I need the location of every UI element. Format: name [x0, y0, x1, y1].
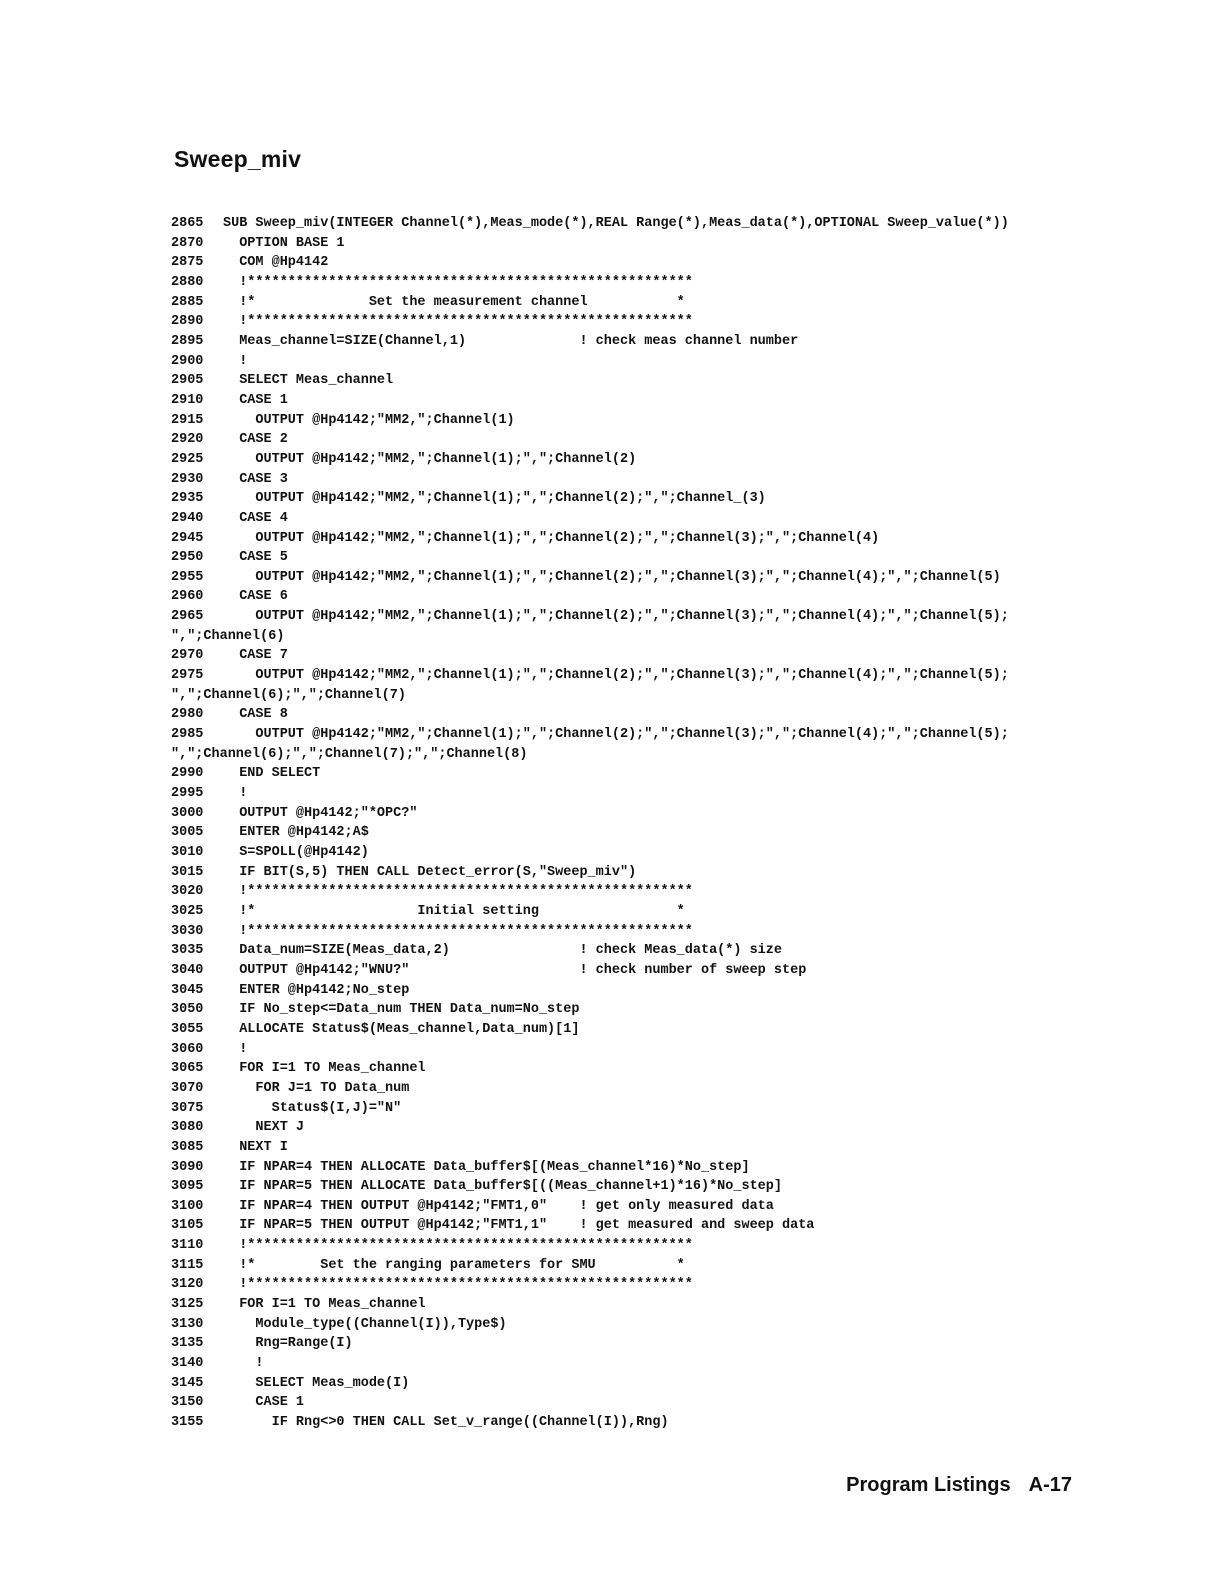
code-text: Data_num=SIZE(Meas_data,2) ! check Meas_data(*) size [223, 943, 782, 959]
line-number: 2900 [171, 353, 204, 369]
code-text: CASE 1 [223, 1395, 305, 1411]
code-text: END SELECT [223, 766, 321, 782]
line-number: 2945 [171, 530, 204, 546]
code-line [171, 666, 1051, 686]
code-text: ! [223, 786, 248, 802]
line-number: 3155 [171, 1415, 204, 1431]
code-line [171, 332, 1051, 352]
line-number: 3025 [171, 903, 204, 919]
code-text: COM @Hp4142 [223, 255, 329, 271]
line-number: 3120 [171, 1277, 204, 1293]
code-text: !******************************************************* [223, 274, 693, 290]
code-text: IF NPAR=5 THEN OUTPUT @Hp4142;"FMT1,1" ! get measured and sweep data [223, 1218, 815, 1234]
line-number: 2925 [171, 451, 204, 467]
code-line [171, 823, 1051, 843]
line-number: 3035 [171, 943, 204, 959]
code-line [171, 293, 1051, 313]
code-line [171, 1040, 1051, 1060]
code-line [171, 430, 1051, 450]
code-line [171, 863, 1051, 883]
line-number: 2985 [171, 727, 204, 743]
line-number: 3130 [171, 1316, 204, 1332]
line-number: 3115 [171, 1257, 204, 1273]
code-line [171, 450, 1051, 470]
code-text: !******************************************************* [223, 923, 693, 939]
code-line [171, 1334, 1051, 1354]
code-text: IF NPAR=4 THEN ALLOCATE Data_buffer$[(Meas_channel*16)*No_step] [223, 1159, 750, 1175]
code-line [171, 1236, 1051, 1256]
code-text: Meas_channel=SIZE(Channel,1) ! check meas channel number [223, 333, 799, 349]
code-text: IF No_step<=Data_num THEN Data_num=No_step [223, 1002, 580, 1018]
code-text: ! [223, 1041, 248, 1057]
code-line [171, 1295, 1051, 1315]
code-text: ",";Channel(6);",";Channel(7) [171, 687, 406, 703]
code-text: OUTPUT @Hp4142;"MM2,";Channel(1);",";Channel(2);",";Channel_(3) [223, 491, 766, 507]
code-line-continuation [171, 686, 1051, 706]
line-number: 3015 [171, 864, 204, 880]
code-line [171, 1393, 1051, 1413]
code-line [171, 1275, 1051, 1295]
code-line [171, 1000, 1051, 1020]
line-number: 3005 [171, 825, 204, 841]
code-text: CASE 1 [223, 392, 288, 408]
code-line [171, 705, 1051, 725]
code-text: FOR J=1 TO Data_num [223, 1080, 410, 1096]
program-listing [171, 214, 1051, 1433]
code-line [171, 1138, 1051, 1158]
page-number: A-17 [1028, 1474, 1072, 1496]
code-line [171, 607, 1051, 627]
code-line [171, 253, 1051, 273]
code-line [171, 981, 1051, 1001]
line-number: 2940 [171, 510, 204, 526]
code-text: OUTPUT @Hp4142;"WNU?" ! check number of sweep step [223, 962, 807, 978]
code-line-continuation [171, 745, 1051, 765]
line-number: 3145 [171, 1375, 204, 1391]
line-number: 2915 [171, 412, 204, 428]
code-text: NEXT I [223, 1139, 288, 1155]
code-text: !******************************************************* [223, 1277, 693, 1293]
line-number: 2965 [171, 609, 204, 625]
code-line [171, 273, 1051, 293]
code-text: ",";Channel(6) [171, 628, 285, 644]
code-line [171, 509, 1051, 529]
line-number: 3010 [171, 845, 204, 860]
code-line [171, 529, 1051, 549]
code-text: !******************************************************* [223, 1238, 693, 1254]
code-text: !* Set the ranging parameters for SMU * [223, 1257, 685, 1273]
code-line [171, 804, 1051, 824]
line-number: 2880 [171, 274, 204, 290]
line-number: 3105 [171, 1218, 204, 1234]
code-line [171, 352, 1051, 372]
code-line [171, 1197, 1051, 1217]
code-text: !******************************************************* [223, 884, 693, 900]
line-number: 3030 [171, 923, 204, 939]
code-text: ENTER @Hp4142;No_step [223, 982, 410, 998]
code-line [171, 411, 1051, 431]
code-line [171, 234, 1051, 254]
code-line [171, 1374, 1051, 1394]
line-number: 3085 [171, 1139, 204, 1155]
line-number: 2955 [171, 569, 204, 585]
code-text: CASE 6 [223, 589, 288, 605]
code-line [171, 902, 1051, 922]
line-number: 3080 [171, 1120, 204, 1136]
line-number: 2950 [171, 550, 204, 566]
code-text: !******************************************************* [223, 314, 693, 330]
code-text: OUTPUT @Hp4142;"MM2,";Channel(1);",";Channel(2);",";Channel(3);",";Channel(4) [223, 530, 880, 546]
code-text: Status$(I,J)="N" [223, 1100, 402, 1116]
code-line [171, 784, 1051, 804]
code-text: NEXT J [223, 1120, 305, 1136]
code-text: !* Initial setting * [223, 903, 685, 919]
code-text: OUTPUT @Hp4142;"MM2,";Channel(1);",";Channel(2);",";Channel(3);",";Channel(4);",";Channel(5) [223, 569, 1001, 585]
code-text: FOR I=1 TO Meas_channel [223, 1061, 426, 1077]
line-number: 3050 [171, 1002, 204, 1018]
code-text: ENTER @Hp4142;A$ [223, 825, 369, 841]
line-number: 2935 [171, 491, 204, 507]
code-text: IF Rng<>0 THEN CALL Set_v_range((Channel(I)),Rng) [223, 1415, 669, 1431]
line-number: 2920 [171, 432, 204, 448]
code-line [171, 1059, 1051, 1079]
code-text: CASE 3 [223, 471, 288, 487]
code-text: FOR I=1 TO Meas_channel [223, 1297, 426, 1313]
code-line [171, 646, 1051, 666]
line-number: 3020 [171, 884, 204, 900]
line-number: 3070 [171, 1080, 204, 1096]
code-line [171, 312, 1051, 332]
line-number: 3055 [171, 1021, 204, 1037]
line-number: 2970 [171, 648, 204, 664]
line-number: 2960 [171, 589, 204, 605]
code-line [171, 1079, 1051, 1099]
code-line [171, 922, 1051, 942]
code-text: IF NPAR=5 THEN ALLOCATE Data_buffer$[((Meas_channel+1)*16)*No_step] [223, 1179, 782, 1195]
line-number: 3150 [171, 1395, 204, 1411]
code-text: OPTION BASE 1 [223, 235, 345, 251]
line-number: 2930 [171, 471, 204, 487]
line-number: 3095 [171, 1179, 204, 1195]
line-number: 3075 [171, 1100, 204, 1116]
line-number: 2995 [171, 786, 204, 802]
code-line [171, 725, 1051, 745]
line-number: 2975 [171, 668, 204, 684]
line-number: 2865 [171, 216, 204, 231]
code-line [171, 764, 1051, 784]
code-text: SUB Sweep_miv(INTEGER Channel(*),Meas_mode(*),REAL Range(*),Meas_data(*),OPTIONAL Sweep_value(*)) [223, 216, 1009, 231]
code-line [171, 214, 1051, 234]
code-text: CASE 8 [223, 707, 288, 723]
code-line [171, 1158, 1051, 1178]
code-text: ! [223, 1356, 264, 1372]
code-text: OUTPUT @Hp4142;"MM2,";Channel(1) [223, 412, 515, 428]
code-line [171, 961, 1051, 981]
code-line [171, 1256, 1051, 1276]
line-number: 2890 [171, 314, 204, 330]
page-footer [846, 1474, 1072, 1497]
code-text: OUTPUT @Hp4142;"MM2,";Channel(1);",";Channel(2);",";Channel(3);",";Channel(4);",";Channel(5); [223, 668, 1009, 684]
code-text: ALLOCATE Status$(Meas_channel,Data_num)[1] [223, 1021, 580, 1037]
code-text: CASE 7 [223, 648, 288, 664]
line-number: 2875 [171, 255, 204, 271]
line-number: 3140 [171, 1356, 204, 1372]
code-line [171, 1413, 1051, 1433]
line-number: 2905 [171, 373, 204, 389]
line-number: 3110 [171, 1238, 204, 1254]
code-line [171, 843, 1051, 863]
code-line [171, 568, 1051, 588]
code-line [171, 371, 1051, 391]
line-number: 3040 [171, 962, 204, 978]
line-number: 2980 [171, 707, 204, 723]
code-line [171, 1020, 1051, 1040]
line-number: 3045 [171, 982, 204, 998]
code-text: Module_type((Channel(I)),Type$) [223, 1316, 507, 1332]
line-number: 2870 [171, 235, 204, 251]
code-text: SELECT Meas_channel [223, 373, 394, 389]
code-text: IF NPAR=4 THEN OUTPUT @Hp4142;"FMT1,0" ! get only measured data [223, 1198, 774, 1214]
code-text: ",";Channel(6);",";Channel(7);",";Channel(8) [171, 746, 528, 762]
code-line [171, 1177, 1051, 1197]
line-number: 3060 [171, 1041, 204, 1057]
code-line [171, 1118, 1051, 1138]
code-text: SELECT Meas_mode(I) [223, 1375, 410, 1391]
line-number: 3135 [171, 1336, 204, 1352]
code-text: OUTPUT @Hp4142;"MM2,";Channel(1);",";Channel(2);",";Channel(3);",";Channel(4);",";Channel(5); [223, 727, 1009, 743]
code-text: CASE 4 [223, 510, 288, 526]
code-text: OUTPUT @Hp4142;"MM2,";Channel(1);",";Channel(2);",";Channel(3);",";Channel(4);",";Channel(5); [223, 609, 1009, 625]
page-title: Sweep_miv [174, 146, 302, 172]
line-number: 2885 [171, 294, 204, 310]
line-number: 3125 [171, 1297, 204, 1313]
code-line [171, 391, 1051, 411]
footer-section-title: Program Listings [846, 1474, 1011, 1496]
code-line [171, 489, 1051, 509]
line-number: 2990 [171, 766, 204, 782]
code-line [171, 548, 1051, 568]
code-text: OUTPUT @Hp4142;"*OPC?" [223, 805, 418, 821]
code-text: IF BIT(S,5) THEN CALL Detect_error(S,"Sweep_miv") [223, 864, 637, 880]
code-line [171, 1315, 1051, 1335]
code-text: OUTPUT @Hp4142;"MM2,";Channel(1);",";Channel(2) [223, 451, 637, 467]
code-line-continuation [171, 627, 1051, 647]
code-line [171, 587, 1051, 607]
line-number: 2910 [171, 392, 204, 408]
code-line [171, 941, 1051, 961]
code-line [171, 1354, 1051, 1374]
code-line [171, 470, 1051, 490]
code-text: CASE 2 [223, 432, 288, 448]
line-number: 3090 [171, 1159, 204, 1175]
code-text: !* Set the measurement channel * [223, 294, 685, 310]
line-number: 3000 [171, 805, 204, 821]
line-number: 3065 [171, 1061, 204, 1077]
code-line [171, 882, 1051, 902]
code-text: ! [223, 353, 248, 369]
code-text: S=SPOLL(@Hp4142) [223, 845, 369, 860]
line-number: 2895 [171, 333, 204, 349]
code-line [171, 1099, 1051, 1119]
code-text: CASE 5 [223, 550, 288, 566]
code-line [171, 1216, 1051, 1236]
line-number: 3100 [171, 1198, 204, 1214]
code-text: Rng=Range(I) [223, 1336, 353, 1352]
